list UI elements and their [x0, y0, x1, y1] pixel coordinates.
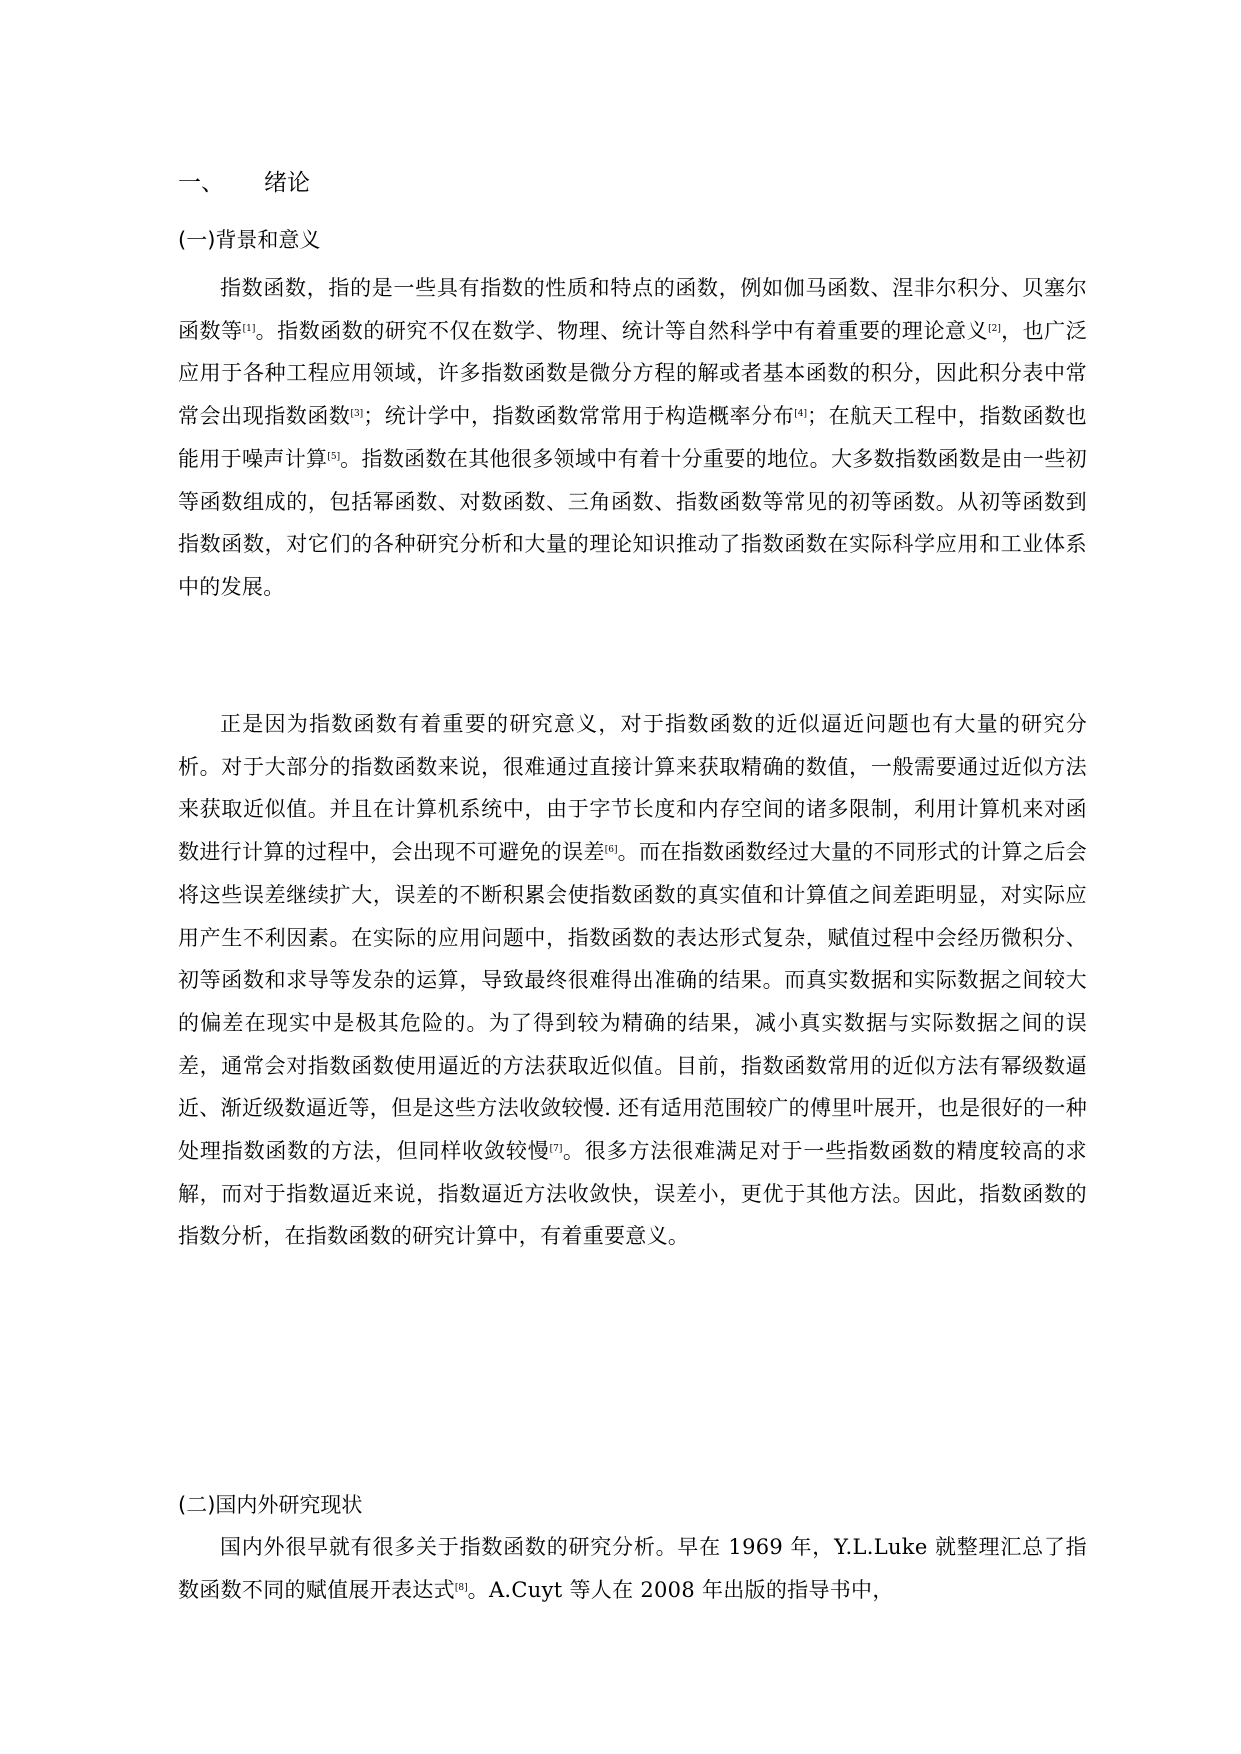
text-run: ；在航天工程中，指数函数也能用于噪声计算	[178, 404, 1087, 471]
citation-ref: [1]	[242, 323, 256, 334]
text-run: 正是因为指数函数有着重要的研究意义，对于指数函数的近似逼近问题也有大量的研究分析。对于大部分的指数函数来说，很难通过直接计算来获取精确的数值，一般需要通过近似方法来获取近似值。并且在计算机系统中，由于字节长度和内存空间的诸多限制，利用计算机来对函数进行计算的过程中，会出现不可避免的误差	[178, 712, 1087, 865]
text-run: 。很多方法很难满足对于一些指数函数的精度较高的求解，而对于指数逼近来说，指数逼近方法收敛快，误差小，更优于其他方法。因此，指数函数的指数分析，在指数函数的研究计算中，有着重要意义。	[178, 1139, 1087, 1249]
text-run: ，也广泛应用于各种工程应用领域，许多指数函数是微分方程的解或者基本函数的积分，因此积分表中常常会出现指数函数	[178, 318, 1087, 429]
citation-ref: [4]	[794, 409, 808, 420]
citation-ref: [5]	[327, 451, 341, 462]
citation-ref: [7]	[549, 1144, 563, 1155]
text-run: ；统计学中，指数函数常常用于构造概率分布	[363, 404, 795, 429]
chapter-title: 绪论	[264, 170, 310, 196]
chapter-number: 一、	[178, 170, 224, 196]
text-run: 指数函数，指的是一些具有指数的性质和特点的函数，例如伽马函数、涅非尔积分、贝塞尔函数等	[178, 276, 1087, 343]
paragraph-background	[178, 267, 1087, 609]
citation-ref: [2]	[988, 323, 1001, 334]
paragraph-significance	[178, 703, 1087, 1258]
text-run: 。而在指数函数经过大量的不同形式的计算之后会将这些误差继续扩大，误差的不断积累会使指数函数的真实值和计算值之间差距明显，对实际应用产生不利因素。在实际的应用问题中，指数函数的表达形式复杂，赋值过程中会经历微积分、初等函数和求导等发杂的运算，导致最终很难得出准确的结果。而真实数据和实际数据之间较大的偏差在现实中是极其危险的。为了得到较为精确的结果，减小真实数据与实际数据之间的误差，通常会对指数函数使用逼近的方法获取近似值。目前，指数函数常用的近似方法有幂级数逼近、渐近级数逼近等，但是这些方法收敛较慢. 还有适用范围较广的傅里叶展开，也是很好的一种处理指数函数的方法，但同样收敛较慢	[178, 840, 1087, 1164]
text-run: 。指数函数的研究不仅在数学、物理、统计等自然科学中有着重要的理论意义	[255, 318, 989, 343]
citation-ref: [6]	[604, 845, 618, 856]
text-run: 。A.Cuyt 等人在 2008 年出版的指导书中，	[467, 1577, 894, 1602]
section-heading-research-status: (二)国内外研究现状	[178, 1493, 363, 1517]
citation-ref: [3]	[350, 409, 364, 420]
paragraph-research-status	[178, 1526, 1087, 1611]
text-run: 。指数函数在其他很多领域中有着十分重要的地位。大多数指数函数是由一些初等函数组成的，包括幂函数、对数函数、三角函数、指数函数等常见的初等函数。从初等函数到指数函数，对它们的各种研究分析和大量的理论知识推动了指数函数在实际科学应用和工业体系中的发展。	[178, 446, 1087, 599]
chapter-heading	[178, 166, 310, 200]
section-heading-background: (一)背景和意义	[178, 228, 321, 252]
text-run: 国内外很早就有很多关于指数函数的研究分析。早在 1969 年，Y.L.Luke 就整理汇总了指数函数不同的赋值展开表达式	[178, 1535, 1087, 1602]
citation-ref: [8]	[454, 1582, 468, 1593]
